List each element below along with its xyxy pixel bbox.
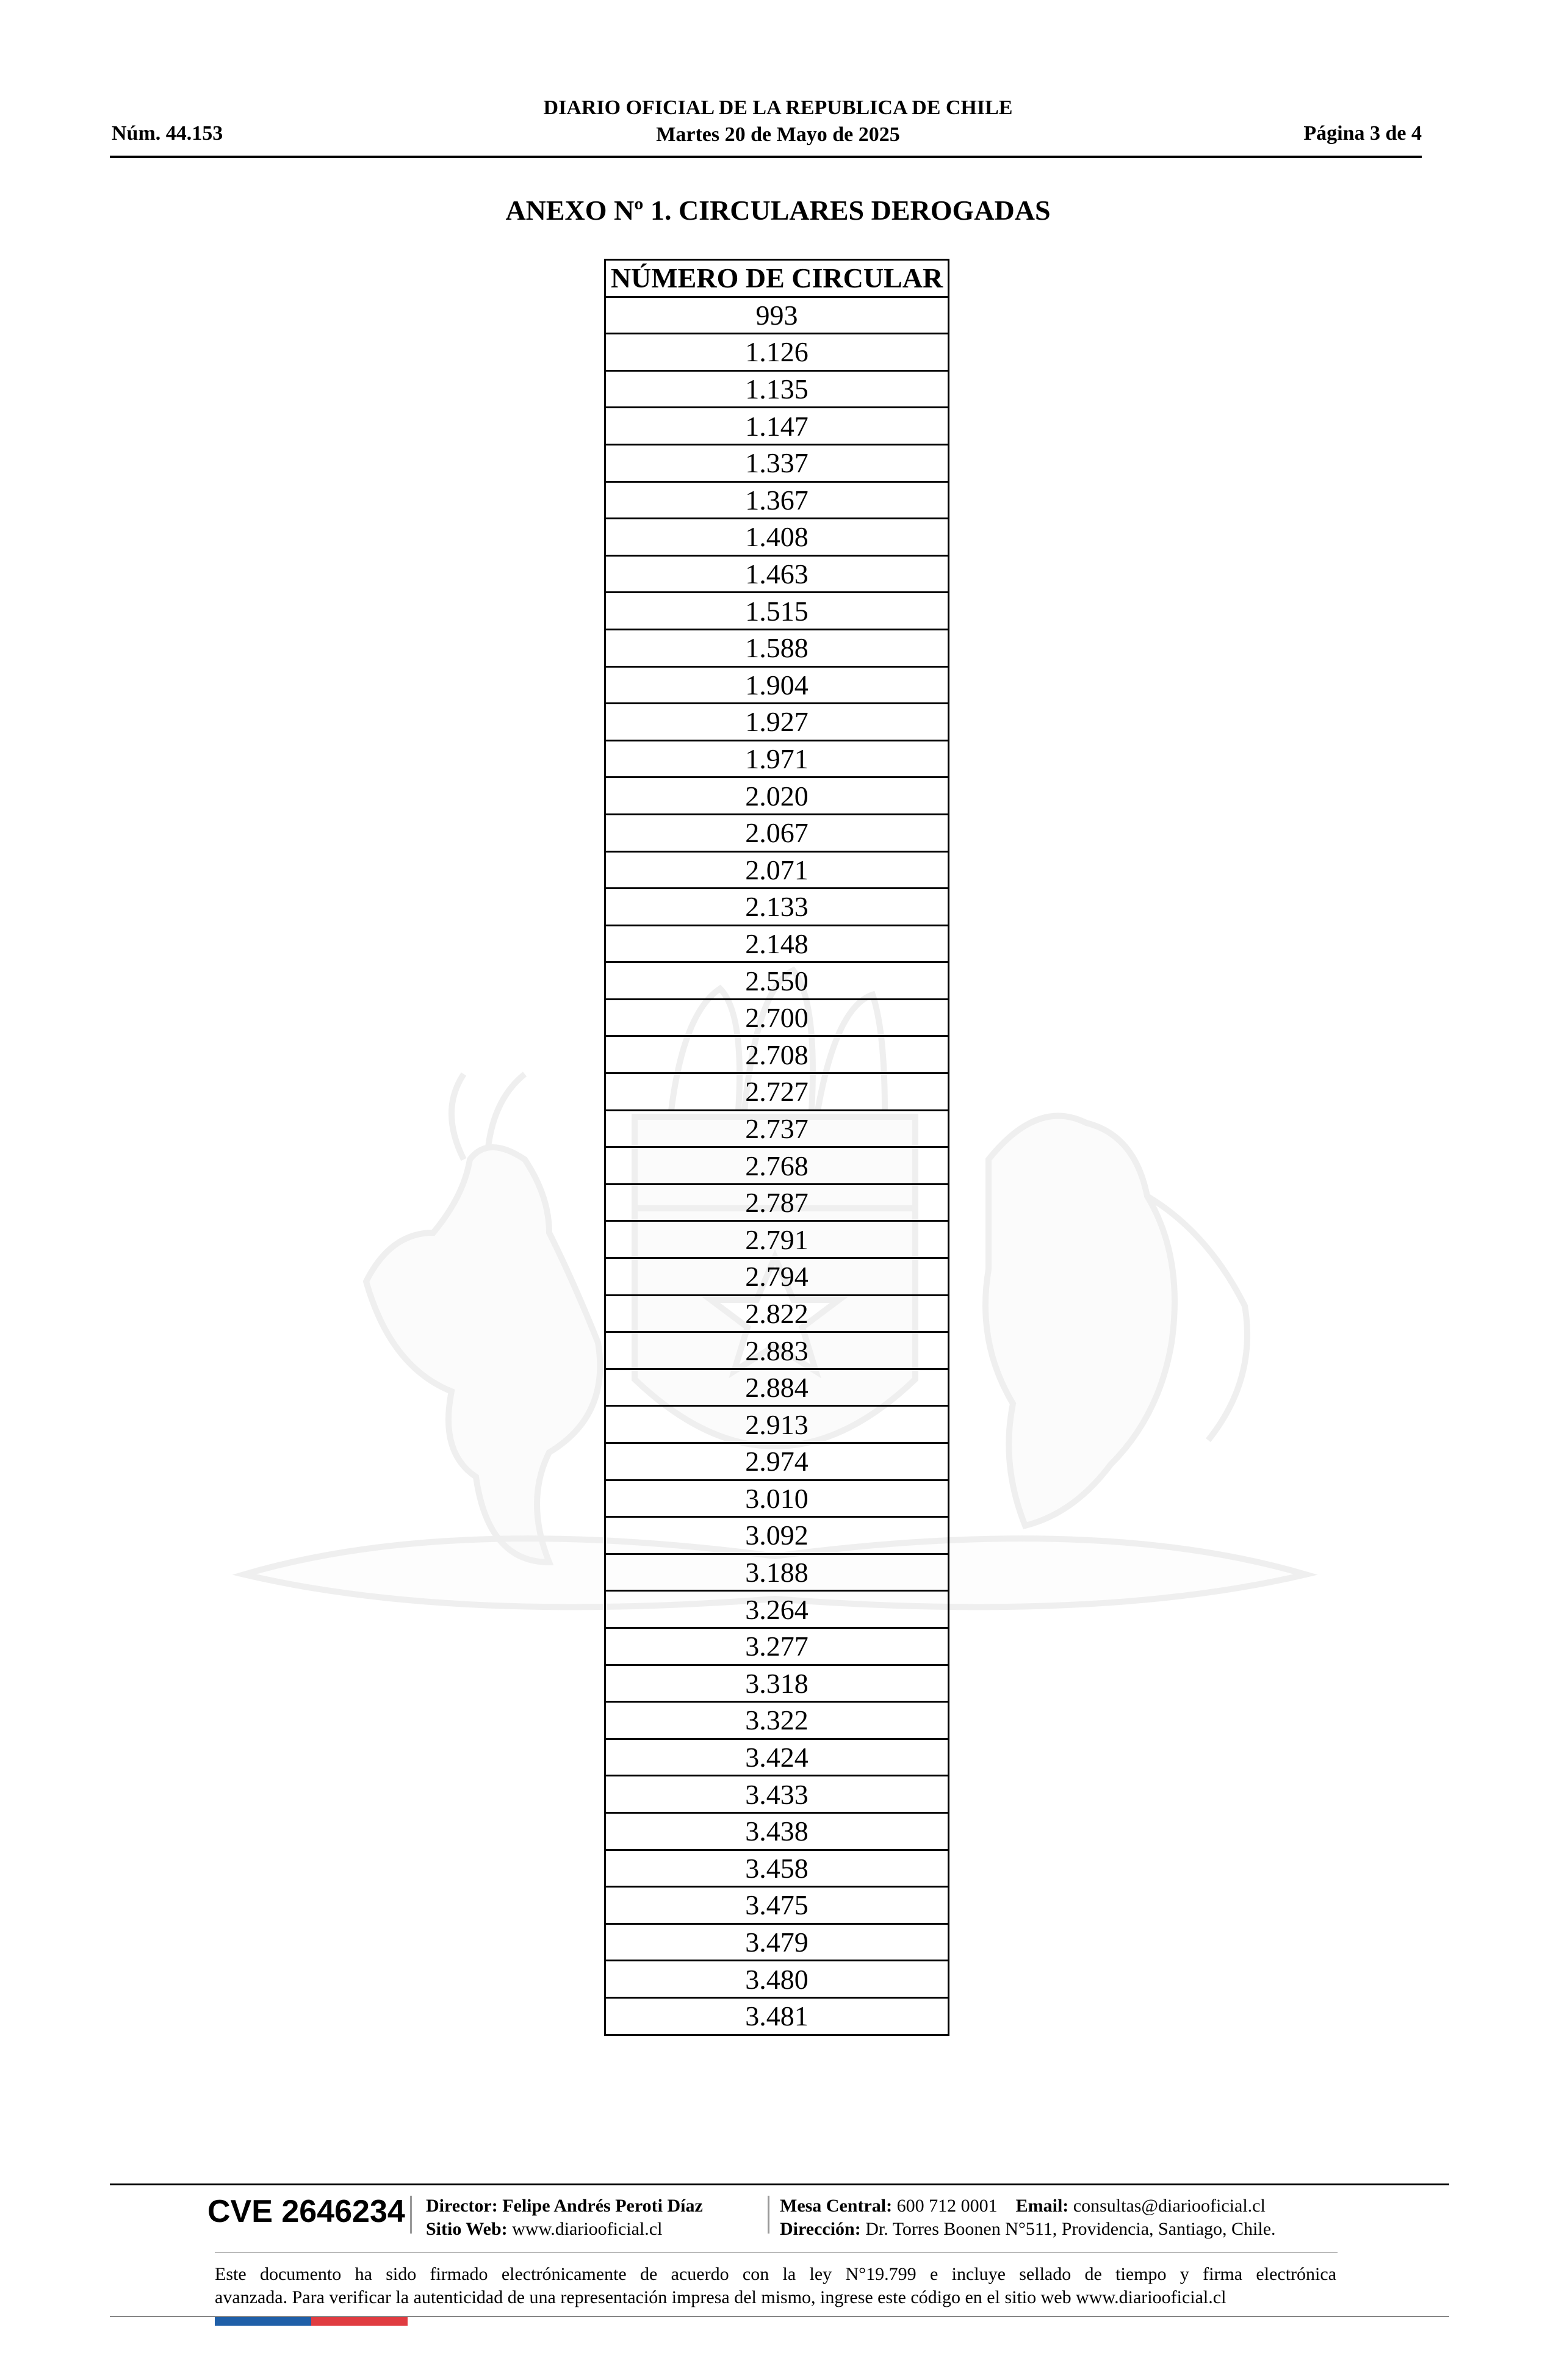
circular-number-cell: 3.480: [605, 1961, 949, 1998]
circular-number-cell: 993: [605, 297, 949, 334]
circular-number-cell: 2.974: [605, 1443, 949, 1480]
table-row: [605, 814, 949, 851]
table-row: [605, 1924, 949, 1961]
legal-notice-line-2: avanzada. Para verificar la autenticidad de una representación impresa del mismo, ingrese este código en el sitio web www.diariooficial.cl: [215, 2287, 1226, 2307]
circular-number-cell: 2.768: [605, 1147, 949, 1185]
table-row: [605, 555, 949, 593]
table-header-row: [605, 260, 949, 297]
table-row: [605, 1665, 949, 1702]
table-row: [605, 1591, 949, 1628]
table-row: [605, 1554, 949, 1591]
circular-number-cell: 2.020: [605, 777, 949, 815]
circular-number-cell: 2.067: [605, 814, 949, 851]
circular-number-cell: 2.791: [605, 1221, 949, 1258]
circular-number-cell: 3.188: [605, 1554, 949, 1591]
table-row: [605, 1517, 949, 1554]
footer-separator: [768, 2196, 769, 2234]
table-row: [605, 629, 949, 666]
circular-number-cell: 2.133: [605, 889, 949, 926]
table-row: [605, 999, 949, 1036]
table-row: [605, 1073, 949, 1111]
mesa-label: Mesa Central:: [780, 2196, 893, 2216]
circular-number-cell: 3.438: [605, 1812, 949, 1850]
table-row: [605, 962, 949, 1000]
circular-number-cell: 1.337: [605, 444, 949, 481]
circular-number-cell: 3.092: [605, 1517, 949, 1554]
circular-number-cell: 3.475: [605, 1887, 949, 1924]
mesa-phone: 600 712 0001: [896, 2196, 998, 2216]
table-row: [605, 444, 949, 481]
table-row: [605, 1258, 949, 1296]
circular-number-cell: 1.367: [605, 481, 949, 519]
footer-thin-divider: [215, 2252, 1338, 2253]
circular-number-cell: 2.148: [605, 925, 949, 962]
email-label: Email:: [1015, 2196, 1069, 2216]
table-row: [605, 481, 949, 519]
table-row: [605, 370, 949, 408]
table-row: [605, 1850, 949, 1887]
table-row: [605, 1961, 949, 1998]
circular-number-cell: 2.794: [605, 1258, 949, 1296]
page-indicator: Página 3 de 4: [1303, 122, 1422, 145]
circular-number-cell: 3.433: [605, 1776, 949, 1813]
table-row: [605, 1702, 949, 1739]
director-label: Director:: [426, 2196, 498, 2216]
circular-number-cell: 3.479: [605, 1924, 949, 1961]
issue-date: Martes 20 de Mayo de 2025: [656, 123, 900, 146]
table-row: [605, 1406, 949, 1443]
website-line: [426, 2218, 703, 2241]
circular-number-cell: 2.071: [605, 851, 949, 889]
table-row: [605, 334, 949, 371]
circular-number-cell: 1.408: [605, 519, 949, 556]
circulars-table-body: [605, 297, 949, 2035]
table-row: [605, 1147, 949, 1185]
circular-number-cell: 1.135: [605, 370, 949, 408]
table-row: [605, 666, 949, 704]
circular-number-cell: 3.264: [605, 1591, 949, 1628]
legal-notice-line-1: Este documento ha sido firmado electrónicamente de acuerdo con la ley N°19.799 e incluye sellado de tiempo y firma electrónica: [215, 2264, 1336, 2284]
table-row: [605, 1628, 949, 1665]
email-link[interactable]: consultas@diariooficial.cl: [1073, 2196, 1266, 2216]
table-row: [605, 889, 949, 926]
circular-number-cell: 3.424: [605, 1739, 949, 1776]
table-row: [605, 740, 949, 777]
table-row: [605, 1776, 949, 1813]
circular-number-cell: 1.904: [605, 666, 949, 704]
table-row: [605, 1110, 949, 1147]
table-row: [605, 851, 949, 889]
director-line: [426, 2194, 703, 2218]
table-row: [605, 519, 949, 556]
table-row: [605, 1295, 949, 1332]
header-divider: [110, 156, 1422, 158]
column-header-circular-number: NÚMERO DE CIRCULAR: [605, 260, 949, 297]
circular-number-cell: 3.277: [605, 1628, 949, 1665]
circular-number-cell: 2.883: [605, 1332, 949, 1369]
annex-title: ANEXO Nº 1. CIRCULARES DEROGADAS: [505, 195, 1051, 226]
circular-number-cell: 2.822: [605, 1295, 949, 1332]
circular-number-cell: 2.913: [605, 1406, 949, 1443]
circular-number-cell: 2.550: [605, 962, 949, 1000]
newspaper-title: DIARIO OFICIAL DE LA REPUBLICA DE CHILE: [543, 96, 1013, 119]
table-row: [605, 593, 949, 630]
cve-code: CVE 2646234: [207, 2194, 405, 2229]
table-row: [605, 1332, 949, 1369]
circular-number-cell: 3.010: [605, 1480, 949, 1517]
circular-number-cell: 3.318: [605, 1665, 949, 1702]
table-row: [605, 1036, 949, 1073]
circular-number-cell: 1.588: [605, 629, 949, 666]
table-row: [605, 925, 949, 962]
contact-block: [780, 2194, 1276, 2241]
issue-number: Núm. 44.153: [112, 122, 223, 145]
table-row: [605, 1887, 949, 1924]
website-link[interactable]: www.diariooficial.cl: [512, 2219, 663, 2239]
circular-number-cell: 2.884: [605, 1369, 949, 1406]
circular-number-cell: 1.927: [605, 704, 949, 741]
table-row: [605, 408, 949, 445]
circular-number-cell: 1.515: [605, 593, 949, 630]
flag-stripe-red: [311, 2317, 408, 2326]
circular-number-cell: 1.126: [605, 334, 949, 371]
circulars-table: [604, 259, 949, 2036]
circular-number-cell: 1.147: [605, 408, 949, 445]
circular-number-cell: 2.727: [605, 1073, 949, 1111]
circular-number-cell: 2.737: [605, 1110, 949, 1147]
table-row: [605, 1221, 949, 1258]
contact-line: [780, 2194, 1276, 2218]
address-label: Dirección:: [780, 2219, 861, 2239]
director-name: Felipe Andrés Peroti Díaz: [502, 2196, 703, 2216]
director-block: [426, 2194, 703, 2241]
website-label: Sitio Web:: [426, 2219, 508, 2239]
table-row: [605, 1997, 949, 2035]
circular-number-cell: 1.463: [605, 555, 949, 593]
address-value: Dr. Torres Boonen N°511, Providencia, Santiago, Chile.: [865, 2219, 1276, 2239]
circular-number-cell: 3.481: [605, 1997, 949, 2035]
circular-number-cell: 3.322: [605, 1702, 949, 1739]
table-row: [605, 1184, 949, 1221]
table-row: [605, 777, 949, 815]
footer-separator: [410, 2196, 412, 2234]
circular-number-cell: 1.971: [605, 740, 949, 777]
circular-number-cell: 2.700: [605, 999, 949, 1036]
circular-number-cell: 2.708: [605, 1036, 949, 1073]
table-row: [605, 1369, 949, 1406]
flag-stripe-blue: [215, 2317, 311, 2326]
circular-number-cell: 2.787: [605, 1184, 949, 1221]
table-row: [605, 1443, 949, 1480]
table-row: [605, 1739, 949, 1776]
table-row: [605, 1480, 949, 1517]
table-row: [605, 297, 949, 334]
address-line: [780, 2218, 1276, 2241]
table-row: [605, 704, 949, 741]
table-row: [605, 1812, 949, 1850]
circular-number-cell: 3.458: [605, 1850, 949, 1887]
footer-divider: [110, 2183, 1449, 2185]
